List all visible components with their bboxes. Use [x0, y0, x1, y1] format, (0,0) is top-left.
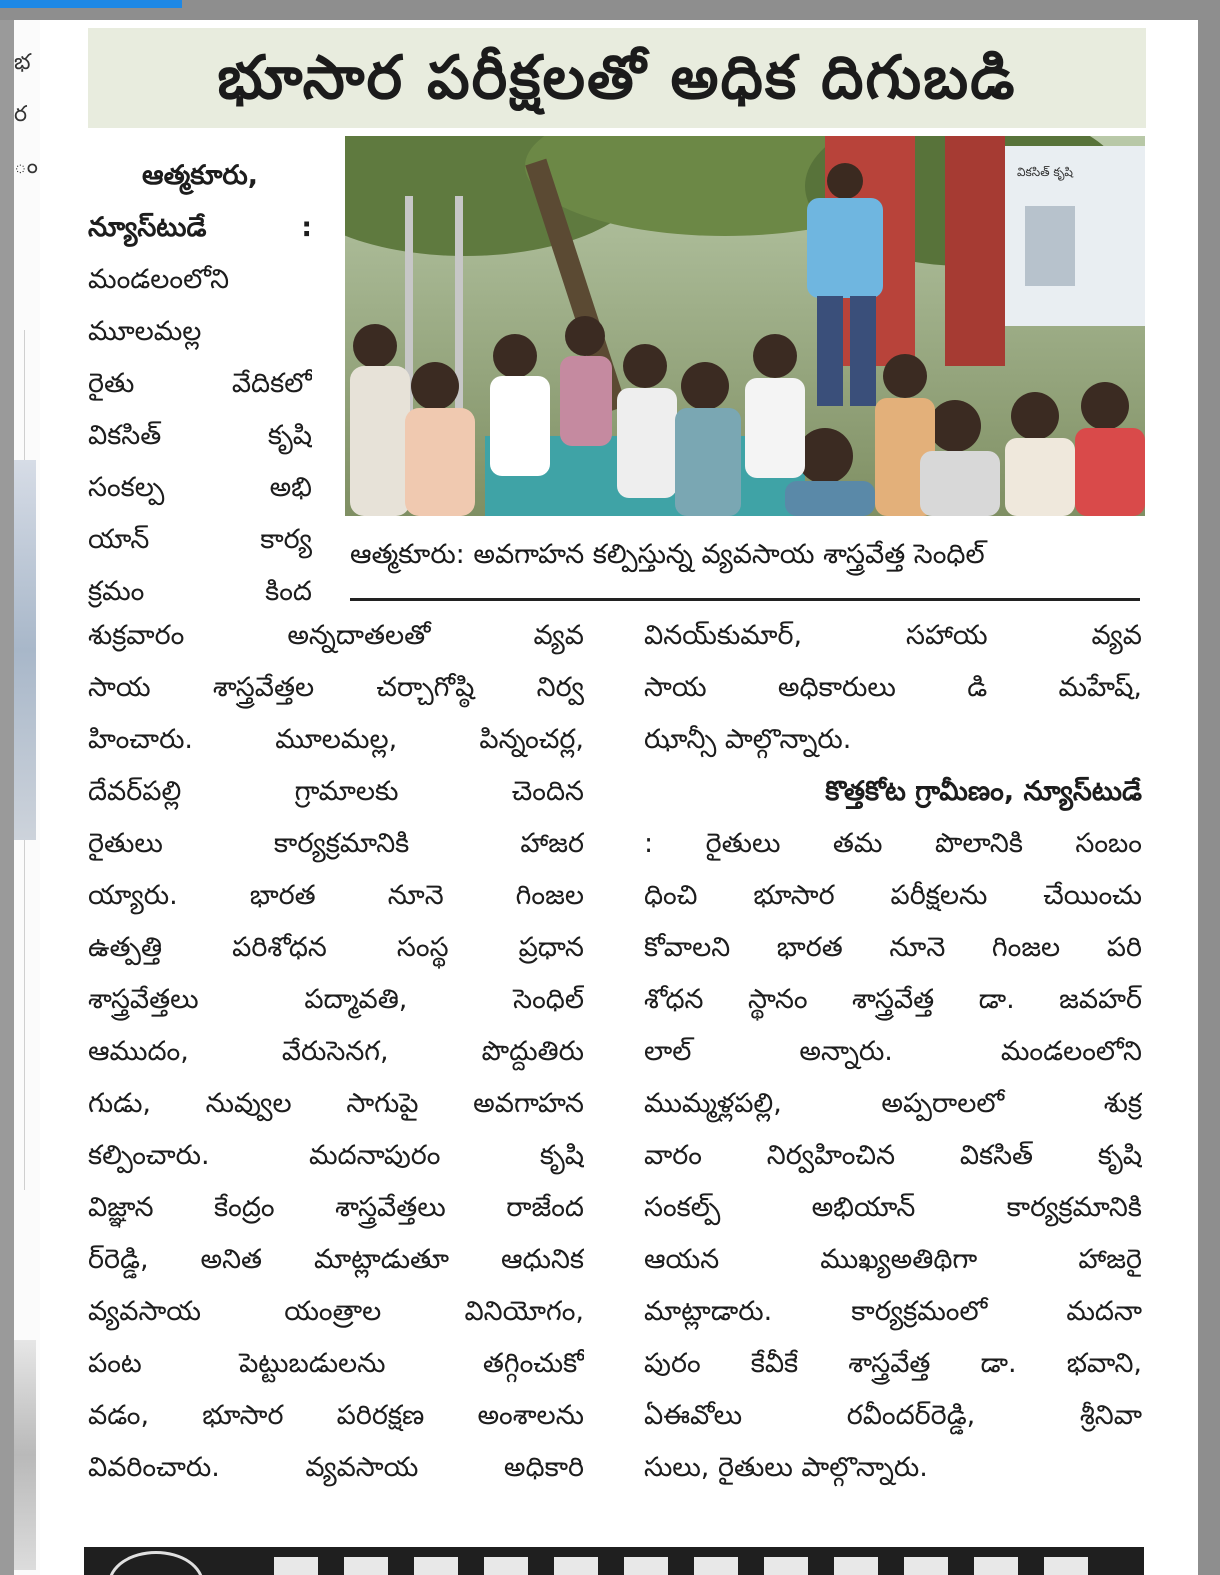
story2-dateline: కొత్తకోట గ్రామీణం, న్యూస్‌టుడే [825, 776, 1142, 807]
headline: భూసార పరీక్షలతో అధిక దిగుబడి [88, 28, 1146, 128]
body-line: ధించి భూసార పరీక్షలను చేయించు [644, 880, 1142, 911]
photo-caption: ఆత్మకూరు: అవగాహన కల్పిస్తున్న వ్యవసాయ శాస్త్రవేత్త సెంధిల్ [350, 539, 985, 570]
body-line: య్యారు. భారత నూనె గింజల [88, 880, 584, 911]
viewer-left-edge [0, 20, 14, 1575]
body-line: ఏఈవోలు రవీందర్‌రెడ్డి, శ్రీనివా [644, 1400, 1142, 1431]
seal-icon [108, 1551, 204, 1575]
body-line: శోధన స్థానం శాస్త్రవేత్త డా. జవహర్ [644, 984, 1142, 1015]
body-line: సాయ శాస్త్రవేత్తల చర్చాగోష్ఠి నిర్వ [88, 672, 584, 703]
clipped-glyph: ం [14, 154, 38, 179]
body-line: ఝాన్సీ పాల్గొన్నారు. [644, 724, 852, 755]
adjacent-photo-clip [14, 460, 36, 840]
body-line: శాస్త్రవేత్తలు పద్మావతి, సెంధిల్ [88, 984, 584, 1015]
body-line: ఆయన ముఖ్యఅతిథిగా హాజరై [644, 1244, 1142, 1275]
body-line: రైతులు కార్యక్రమానికి హాజర [88, 828, 584, 859]
body-line: మాట్లాడారు. కార్యక్రమంలో మదనా [644, 1296, 1142, 1327]
body-line: సాయ అధికారులు డి మహేష్, [644, 672, 1142, 703]
body-line: : రైతులు తమ పొలానికి సంబం [644, 828, 1142, 859]
body-line: హించారు. మూలమల్ల, పిన్నంచర్ల, [88, 724, 584, 755]
body-line: మూలమల్ల [88, 316, 202, 347]
body-line: కోవాలని భారత నూనె గింజల పరి [644, 932, 1142, 963]
body-line: యాన్ కార్య [88, 524, 312, 555]
active-tab-indicator [0, 0, 182, 8]
body-line: వివరించారు. వ్యవసాయ అధికారి [88, 1452, 584, 1483]
body-line: వ్యవసాయ యంత్రాల వినియోగం, [88, 1296, 584, 1327]
body-line: దేవర్‌పల్లి గ్రామాలకు చెందిన [88, 776, 584, 807]
story1-lead-column [88, 150, 312, 618]
body-line: మండలంలోని [88, 264, 230, 295]
story2-column [644, 610, 1142, 1494]
story1-body-column [88, 610, 584, 1494]
farmers-meeting-photo [345, 136, 1145, 516]
viewer-top-bar [0, 0, 1220, 20]
body-line: సంకల్ప్ అభియాన్ కార్యక్రమానికి [644, 1192, 1142, 1223]
banner-text: వికసిత్ కృషి [1017, 165, 1073, 179]
body-line: సంకల్ప అభి [88, 472, 312, 503]
body-line: పురం కేవీకే శాస్త్రవేత్త డా. భవాని, [644, 1348, 1142, 1379]
body-line: పంట పెట్టుబడులను తగ్గించుకో [88, 1348, 584, 1379]
body-line: విజ్ఞాన కేంద్రం శాస్త్రవేత్తలు రాజేంద [88, 1192, 584, 1223]
body-line: గుడు, నువ్వుల సాగుపై అవగాహన [88, 1088, 584, 1119]
caption-rule [350, 598, 1140, 601]
body-line: ఆముదం, వేరుసెనగ, పొద్దుతిరు [88, 1036, 584, 1067]
body-line: సులు, రైతులు పాల్గొన్నారు. [644, 1452, 928, 1483]
news-photo [345, 136, 1145, 516]
clipped-glyph: ర [14, 102, 28, 127]
adjacent-photo-clip [14, 1340, 36, 1570]
body-line: కల్పించారు. మదనాపురం కృషి [88, 1140, 584, 1171]
body-line: వికసిత్ కృషి [88, 420, 312, 451]
body-line: రైతు వేదికలో [88, 368, 312, 399]
body-line: క్రమం కింద [88, 576, 312, 607]
story1-dateline: న్యూస్‌టుడే : [88, 212, 312, 243]
body-line: వారం నిర్వహించిన వికసిత్ కృషి [644, 1140, 1142, 1171]
body-line: ముమ్మళ్లపల్లి, అప్పరాలలో శుక్ర [644, 1088, 1142, 1119]
body-line: ర్‌రెడ్డి, అనిత మాట్లాడుతూ ఆధునిక [88, 1244, 584, 1275]
newspaper-clipping [40, 20, 1198, 1575]
body-line: వినయ్‌కుమార్, సహాయ వ్యవ [644, 620, 1142, 651]
viewer-right-edge [1198, 0, 1220, 1575]
body-line: లాల్ అన్నారు. మండలంలోని [644, 1036, 1142, 1067]
body-line: శుక్రవారం అన్నదాతలతో వ్యవ [88, 620, 584, 651]
next-article-header-clip [84, 1547, 1144, 1575]
body-line: వడం, భూసార పరిరక్షణ అంశాలను [88, 1400, 584, 1431]
adjacent-article-clip [14, 20, 40, 1575]
clipped-glyph: భ [14, 50, 31, 75]
body-line: ఉత్పత్తి పరిశోధన సంస్థ ప్రధాన [88, 932, 584, 963]
clipped-headline-strip [274, 1557, 1104, 1575]
story1-dateline: ఆత్మకూరు, [142, 160, 258, 191]
